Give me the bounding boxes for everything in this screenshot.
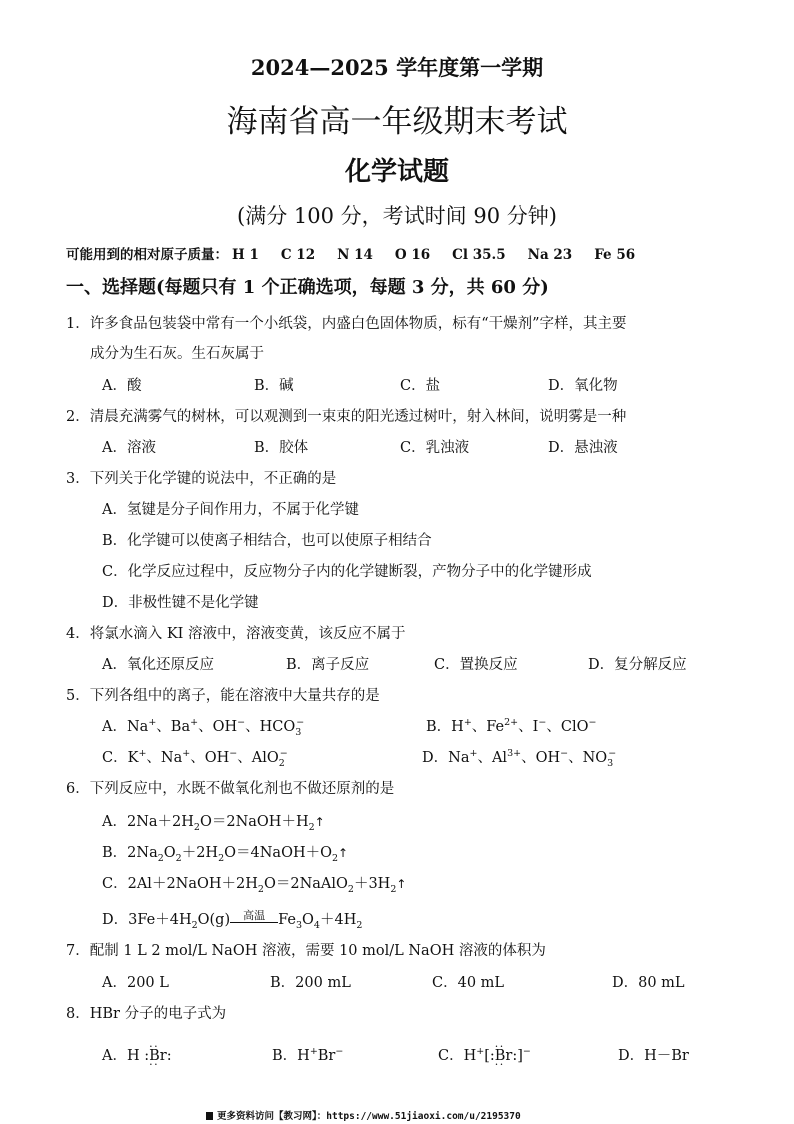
option-c-prefix: C． bbox=[438, 1048, 464, 1064]
atomic-masses bbox=[66, 243, 657, 263]
question-6-option-b: B．$2Na_2O_2+2H_2O=4NaOH+O_2↑$ bbox=[102, 845, 349, 864]
subject-title: 化学试题 bbox=[344, 157, 449, 187]
question-8-option-a: A．H :· · Br · ·: bbox=[102, 1046, 172, 1066]
question-8-option-c: C．H+[:· · Br · ·:]− bbox=[438, 1046, 531, 1066]
question-8-option-d: D．H－Br bbox=[618, 1048, 689, 1064]
question-1-stem-cont: 成分为生石灰。生石灰属于 bbox=[90, 346, 264, 362]
reaction-condition bbox=[230, 910, 278, 930]
question-3-option-c: C．化学反应过程中，反应物分子内的化学键断裂，产物分子中的化学键形成 bbox=[102, 564, 592, 580]
term-title: 2024—2025 学年度第一学期 bbox=[250, 55, 544, 80]
question-6-option-a: A．$2Na+2H_2O=2NaOH+H_2↑$ bbox=[102, 814, 325, 833]
mass-h: H 1 bbox=[232, 247, 259, 263]
question-4-option-b: B．离子反应 bbox=[286, 657, 370, 673]
question-5-option-a: A．Na+、Ba+、OH−、$HCO_3^-$ bbox=[102, 717, 305, 738]
question-2-stem: 2．清晨充满雾气的树林，可以观测到一束束的阳光透过树叶，射入林间，说明雾是一种 bbox=[66, 409, 627, 425]
question-8-option-b: B．H+Br− bbox=[272, 1046, 344, 1064]
mass-fe: Fe 56 bbox=[594, 247, 636, 263]
question-5-option-b: B．H+、$Fe^{2+}$、I−、ClO− bbox=[426, 717, 597, 735]
electron-dots: · · Br · · bbox=[495, 1046, 513, 1066]
question-1-option-a: A．酸 bbox=[102, 378, 142, 394]
question-5-option-c: C．K+、Na+、OH−、AlO$_2$− bbox=[102, 748, 288, 769]
question-6-stem: 6．下列反应中，水既不做氧化剂也不做还原剂的是 bbox=[66, 781, 395, 797]
option-b-prefix: B． bbox=[426, 719, 452, 735]
question-1-option-d: D．氧化物 bbox=[548, 378, 618, 394]
question-3-stem: 3．下列关于化学键的说法中，不正确的是 bbox=[66, 471, 337, 487]
question-2-option-b: B．胶体 bbox=[254, 440, 309, 456]
option-d-prefix: D． bbox=[422, 750, 449, 766]
question-5-stem: 5．下列各组中的离子，能在溶液中大量共存的是 bbox=[66, 688, 380, 704]
question-1-option-c: C．盐 bbox=[400, 378, 441, 394]
question-2-option-c: C．乳浊液 bbox=[400, 440, 470, 456]
question-6-option-c: C．$2Al+2NaOH+2H_2O=2NaAlO_2+3H_2↑$ bbox=[102, 876, 407, 895]
mass-o: O 16 bbox=[394, 247, 431, 263]
question-5-option-d: D．Na+、$Al^{3+}$、OH−、$NO_3^-$ bbox=[422, 748, 617, 769]
question-3-option-b: B．化学键可以使离子相结合，也可以使原子相结合 bbox=[102, 533, 432, 549]
option-c-prefix: C． bbox=[102, 750, 128, 766]
option-b-prefix: B． bbox=[272, 1048, 298, 1064]
exam-note: (满分 100 分，考试时间 90 分钟) bbox=[237, 204, 557, 228]
exam-title: 海南省高一年级期末考试 bbox=[226, 104, 568, 140]
footer-text: 更多资料访问【教习网】：https://www.51jiaoxi.com/u/2195370 bbox=[217, 1111, 521, 1122]
option-a-prefix: A． bbox=[102, 719, 127, 735]
question-2-option-a: A．溶液 bbox=[102, 440, 156, 456]
footer-link[interactable] bbox=[206, 1108, 521, 1122]
flag-icon bbox=[206, 1112, 213, 1120]
atomic-masses-label: 可能用到的相对原子质量： bbox=[66, 247, 228, 263]
question-2-option-d: D．悬浊液 bbox=[548, 440, 618, 456]
question-3-option-a: A．氢键是分子间作用力，不属于化学键 bbox=[102, 502, 359, 518]
option-c-prefix: C． bbox=[102, 876, 128, 892]
question-1-option-b: B．碱 bbox=[254, 378, 294, 394]
mass-cl: Cl 35.5 bbox=[452, 247, 506, 263]
question-1-stem: 1．许多食品包装袋中常有一个小纸袋，内盛白色固体物质，标有“干燥剂”字样，其主要 bbox=[66, 316, 627, 332]
mass-n: N 14 bbox=[337, 247, 373, 263]
gas-arrow-icon: ↑ bbox=[338, 846, 349, 860]
question-4-option-d: D．复分解反应 bbox=[588, 657, 687, 673]
section-heading: 一、选择题(每题只有 1 个正确选项，每题 3 分，共 60 分) bbox=[66, 277, 549, 298]
gas-arrow-icon: ↑ bbox=[314, 815, 325, 829]
option-a-prefix: A． bbox=[102, 814, 127, 830]
question-4-stem: 4．将氯水滴入 KI 溶液中，溶液变黄，该反应不属于 bbox=[66, 626, 406, 642]
question-7-option-d: D．80 mL bbox=[612, 975, 685, 991]
option-b-prefix: B． bbox=[102, 845, 128, 861]
question-4-option-a: A．氧化还原反应 bbox=[102, 657, 214, 673]
mass-c: C 12 bbox=[280, 247, 316, 263]
option-d-prefix: D． bbox=[102, 912, 129, 928]
question-7-option-b: B．200 mL bbox=[270, 975, 351, 991]
option-a-prefix: A． bbox=[102, 1048, 127, 1064]
gas-arrow-icon: ↑ bbox=[396, 877, 407, 891]
question-7-option-a: A．200 L bbox=[102, 975, 169, 991]
electron-dots: · · Br · · bbox=[149, 1046, 167, 1066]
mass-na: Na 23 bbox=[527, 247, 573, 263]
question-7-stem: 7．配制 1 L 2 mol/L NaOH 溶液，需要 10 mol/L NaOH 溶液的体积为 bbox=[66, 943, 546, 959]
reaction-condition-label: 高温 bbox=[230, 910, 278, 923]
question-7-option-c: C．40 mL bbox=[432, 975, 505, 991]
question-6-option-d: D．$3Fe+4H_2O(g)$ 高温 $Fe_3O_4+4H_2$ bbox=[102, 909, 363, 931]
question-4-option-c: C．置换反应 bbox=[434, 657, 518, 673]
question-8-stem: 8．HBr 分子的电子式为 bbox=[66, 1006, 227, 1022]
question-3-option-d: D．非极性键不是化学键 bbox=[102, 595, 259, 611]
